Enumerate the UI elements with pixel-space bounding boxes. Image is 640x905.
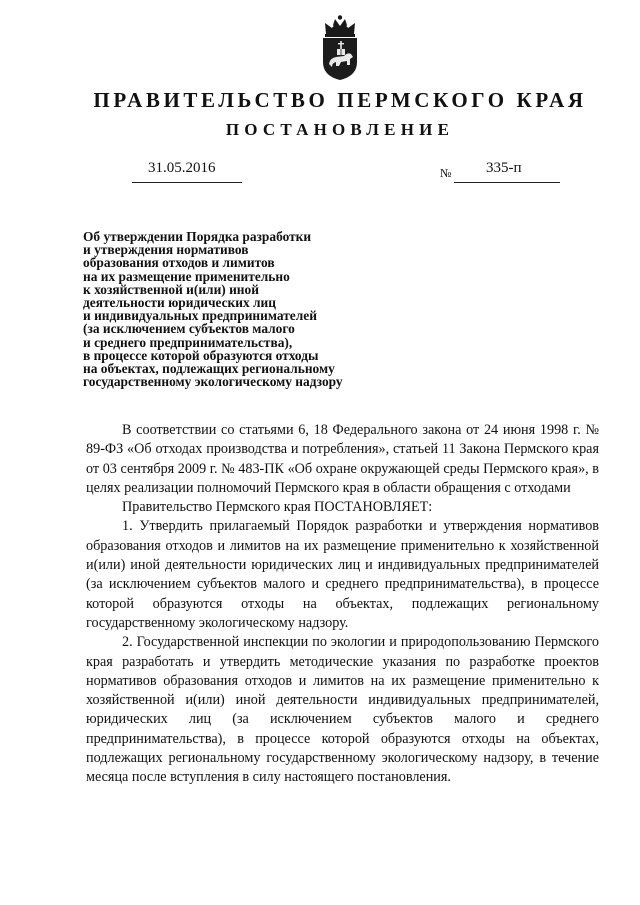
document-number: 335-п [486, 160, 522, 176]
item-1-paragraph: 1. Утвердить прилагаемый Порядок разработки и утверждения нормативов образования отходов и лимитов на их размещение применительно к хозяйственной и(или) иной деятельности юридических лиц и индивидуальных предпринимателей (за исключением субъектов малого и среднего предпринимательства), в процессе которой образуются отходы на объектах, подлежащих региональному государственному экологическому надзору. [86, 518, 599, 631]
resolves-paragraph: Правительство Пермского края ПОСТАНОВЛЯЕТ: [122, 499, 433, 516]
item-2-paragraph: 2. Государственной инспекции по экологии и природопользованию Пермского края разработать и утвердить методические указания по разработке проектов нормативов образования отходов и лимитов на их размещение применительно к хозяйственной и(или) иной деятельности индивидуальных предпринимателей, юридических лиц (за исключением субъектов малого и среднего предпринимательства), в процессе которой образуются отходы на объектах, подлежащих региональному государственному экологическому надзору, в течение месяца после вступления в силу настоящего постановления. [86, 634, 599, 786]
number-underline [454, 182, 560, 183]
document-type: ПОСТАНОВЛЕНИЕ [225, 120, 455, 139]
preamble-paragraph: В соответствии со статьями 6, 18 Федерального закона от 24 июня 1998 г. № 89-ФЗ «Об отходах производства и потребления», статьей 11 Закона Пермского края от 03 сентября 2009 г. № 483-ПК «Об охране окружающей среды Пермского края», в целях реализации полномочий Пермского края в области обращения с отходами [86, 422, 599, 496]
government-title: ПРАВИТЕЛЬСТВО ПЕРМСКОГО КРАЯ [93, 88, 587, 112]
document-body [86, 421, 599, 788]
document-date: 31.05.2016 [148, 160, 216, 176]
perm-krai-coat-of-arms-icon [317, 14, 363, 82]
document-subject: Об утверждении Порядка разработки и утверждения нормативов образования отходов и лимитов на их размещение применительно к хозяйственной и(или) иной деятельности юридических лиц и индивидуальных предпринимателей (за исключением субъектов малого и среднего предпринимательства), в процессе которой образуются отходы на объектах, подлежащих региональному государственному экологическому надзору [83, 229, 343, 390]
number-sign: № [440, 166, 452, 180]
date-underline [132, 182, 242, 183]
